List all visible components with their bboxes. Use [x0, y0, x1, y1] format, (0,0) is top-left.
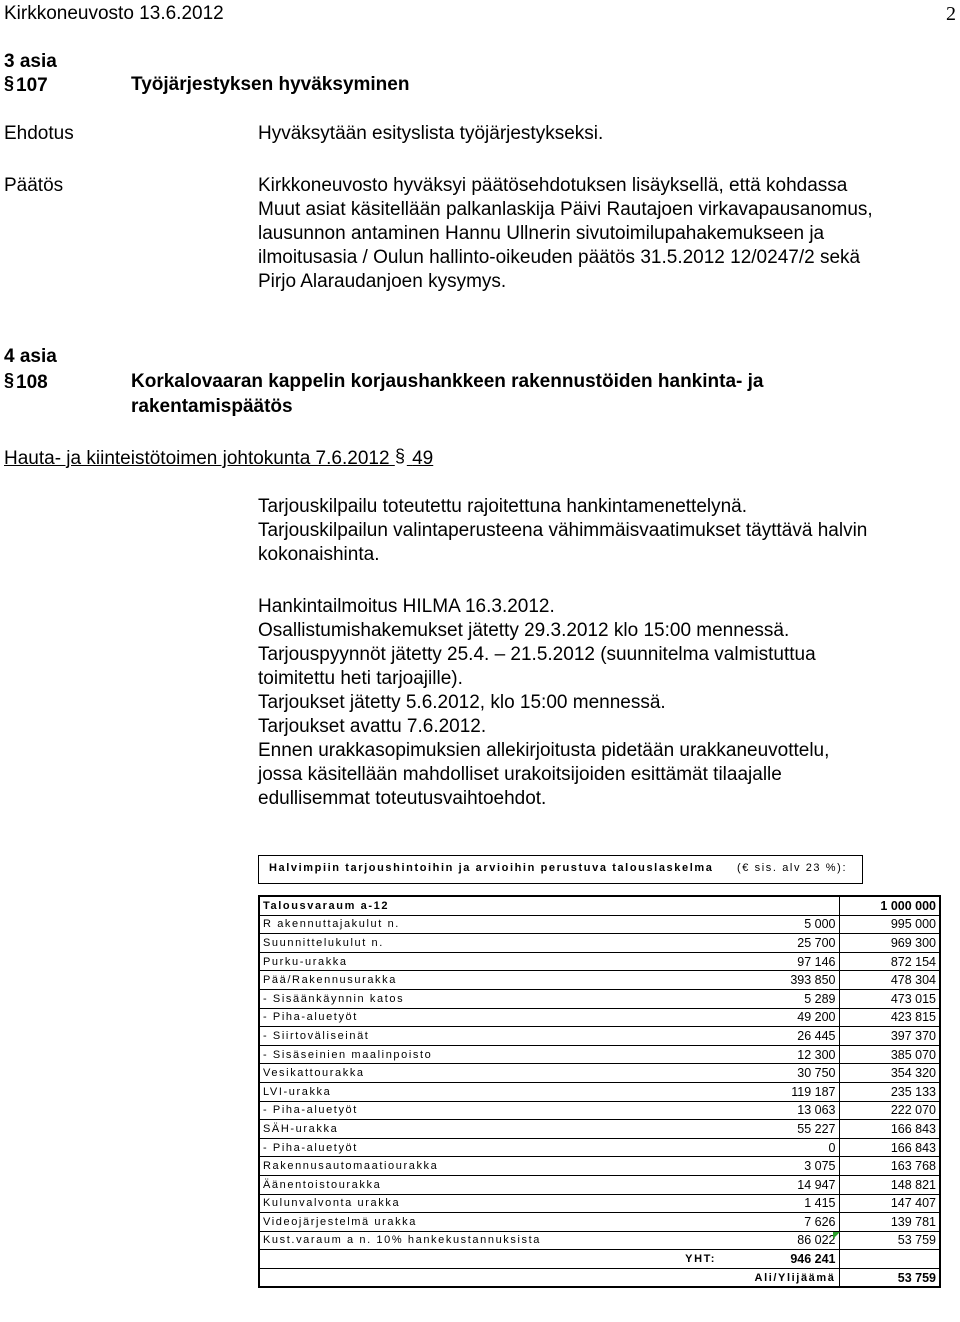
budget-item-balance: 1 000 000	[839, 896, 940, 915]
budget-item-cost: 119 187	[719, 1082, 839, 1101]
budget-item-label: Rakennusautomaatiourakka	[259, 1157, 719, 1176]
budget-item-cost: 26 445	[719, 1027, 839, 1046]
budget-item-label: - Siirtoväliseinät	[259, 1027, 719, 1046]
svg-text:§: §	[394, 446, 405, 466]
item4-asia: 4 asia	[4, 346, 57, 367]
paatos-text	[258, 174, 873, 294]
budget-item-label: - Piha-aluetyöt	[259, 1138, 719, 1157]
budget-item-label: LVI-urakka	[259, 1082, 719, 1101]
budget-total-value: 946 241	[719, 1250, 839, 1269]
budget-item-balance: 235 133	[839, 1082, 940, 1101]
budget-item-cost: 13 063	[719, 1101, 839, 1120]
budget-row	[259, 1045, 940, 1064]
budget-row	[259, 1138, 940, 1157]
budget-item-balance: 354 320	[839, 1064, 940, 1083]
budget-item-balance: 423 815	[839, 1008, 940, 1027]
timeline-paragraph	[258, 595, 829, 811]
budget-item-label: - Piha-aluetyöt	[259, 1008, 719, 1027]
board-reference-number: 49	[412, 448, 434, 469]
item3-number-row	[4, 73, 48, 98]
budget-item-cost: 1 415	[719, 1194, 839, 1213]
paatos-line: Kirkkoneuvosto hyväksyi päätösehdotuksen lisäyksellä, että kohdassa	[258, 175, 848, 196]
budget-item-cost: 14 947	[719, 1175, 839, 1194]
timeline-line: Osallistumishakemukset jätetty 29.3.2012 klo 15:00 mennessä.	[258, 620, 790, 641]
paatos-line: lausunnon antaminen Hannu Ullnerin sivutoimilupahakemukseen ja	[258, 223, 825, 244]
budget-item-cost: 7 626	[719, 1213, 839, 1232]
budget-item-label: - Sisäseinien maalinpoisto	[259, 1045, 719, 1064]
budget-item-balance: 969 300	[839, 934, 940, 953]
svg-text:§: §	[4, 73, 15, 93]
budget-item-label: Kust.varaum a n. 10% hankekustannuksista	[259, 1231, 719, 1250]
paatos-label: Päätös	[4, 175, 64, 196]
item4-number: 108	[16, 372, 48, 393]
budget-result-row	[259, 1268, 940, 1287]
item3-asia: 3 asia	[4, 51, 57, 72]
budget-item-label: Videojärjestelmä urakka	[259, 1213, 719, 1232]
budget-item-balance: 166 843	[839, 1120, 940, 1139]
budget-item-cost: 25 700	[719, 934, 839, 953]
budget-item-label: SÄH-urakka	[259, 1120, 719, 1139]
budget-row	[259, 1082, 940, 1101]
budget-item-label: Vesikattourakka	[259, 1064, 719, 1083]
budget-header-vat: (€ sis. alv 23 %):	[737, 862, 848, 874]
paatos-line: Pirjo Alaraudanjoen kysymys.	[258, 271, 507, 292]
timeline-line: Tarjoukset avattu 7.6.2012.	[258, 716, 487, 737]
budget-row	[259, 1213, 940, 1232]
section-sign-icon	[395, 446, 407, 468]
document-header-title: Kirkkoneuvosto 13.6.2012	[4, 3, 224, 24]
budget-result-empty	[259, 1268, 719, 1287]
budget-item-label: Pää/Rakennusurakka	[259, 971, 719, 990]
budget-row	[259, 1101, 940, 1120]
budget-item-balance: 166 843	[839, 1138, 940, 1157]
timeline-line: Tarjouspyynnöt jätetty 25.4. – 21.5.2012 (suunnitelma valmistuttua	[258, 644, 816, 665]
budget-item-cost: 0	[719, 1138, 839, 1157]
budget-item-balance: 397 370	[839, 1027, 940, 1046]
item4-title-line1: Korkalovaaran kappelin korjaushankkeen rakennustöiden hankinta- ja	[131, 371, 764, 392]
budget-result-label: Ali/Ylijäämä	[719, 1268, 839, 1287]
budget-item-cost: 49 200	[719, 1008, 839, 1027]
item4-title-line2: rakentamispäätös	[131, 396, 293, 417]
budget-item-balance: 222 070	[839, 1101, 940, 1120]
board-reference-text: Hauta- ja kiinteistötoimen johtokunta 7.6.2012	[4, 448, 390, 469]
budget-row	[259, 1194, 940, 1213]
budget-item-balance: 872 154	[839, 952, 940, 971]
budget-total-empty	[839, 1250, 940, 1269]
page-number: 2	[946, 3, 956, 25]
budget-item-cost: 5 289	[719, 989, 839, 1008]
budget-header-title: Halvimpiin tarjoushintoihin ja arvioihin perustuva talouslaskelma	[269, 862, 714, 874]
budget-item-label: R akennuttajakulut n.	[259, 915, 719, 934]
budget-row	[259, 1175, 940, 1194]
paatos-line: ilmoitusasia / Oulun hallinto-oikeuden päätös 31.5.2012 12/0247/2 sekä	[258, 247, 861, 268]
procurement-line: kokonaishinta.	[258, 544, 380, 565]
budget-item-label: - Sisäänkäynnin katos	[259, 989, 719, 1008]
budget-row	[259, 989, 940, 1008]
budget-total-row	[259, 1250, 940, 1269]
budget-item-cost: 3 075	[719, 1157, 839, 1176]
budget-item-label: Kulunvalvonta urakka	[259, 1194, 719, 1213]
ehdotus-text: Hyväksytään esityslista työjärjestykseksi.	[258, 123, 604, 144]
budget-row	[259, 971, 940, 990]
budget-item-label: Suunnittelukulut n.	[259, 934, 719, 953]
cell-marker-icon	[833, 1232, 840, 1239]
budget-item-balance: 163 768	[839, 1157, 940, 1176]
budget-row	[259, 1231, 940, 1250]
budget-row	[259, 1008, 940, 1027]
budget-item-cost: 5 000	[719, 915, 839, 934]
timeline-line: Ennen urakkasopimuksien allekirjoitusta pidetään urakkaneuvottelu,	[258, 740, 830, 761]
item3-number: 107	[16, 75, 48, 96]
budget-item-balance: 478 304	[839, 971, 940, 990]
ehdotus-label: Ehdotus	[4, 123, 74, 144]
budget-item-label: Purku-urakka	[259, 952, 719, 971]
budget-item-balance: 53 759	[839, 1231, 940, 1250]
budget-item-cost	[719, 896, 839, 915]
budget-item-cost: 97 146	[719, 952, 839, 971]
budget-item-balance: 385 070	[839, 1045, 940, 1064]
section-sign-icon	[4, 370, 16, 392]
item3-title: Työjärjestyksen hyväksyminen	[131, 74, 410, 95]
budget-item-label: - Piha-aluetyöt	[259, 1101, 719, 1120]
budget-table	[258, 895, 941, 1288]
timeline-line: edullisemmat toteutusvaihtoehdot.	[258, 788, 547, 809]
timeline-line: jossa käsitellään mahdolliset urakoitsijoiden esittämät tilaajalle	[258, 764, 782, 785]
section-sign-icon	[4, 73, 16, 95]
budget-item-label: Talousvaraum a-12	[259, 896, 719, 915]
budget-row	[259, 915, 940, 934]
budget-item-balance: 147 407	[839, 1194, 940, 1213]
budget-item-cost: 55 227	[719, 1120, 839, 1139]
svg-text:§: §	[4, 370, 15, 390]
item4-number-row	[4, 370, 48, 395]
budget-header	[258, 855, 863, 884]
budget-item-cost: 12 300	[719, 1045, 839, 1064]
procurement-line: Tarjouskilpailu toteutettu rajoitettuna hankintamenettelynä.	[258, 496, 748, 517]
budget-row	[259, 1064, 940, 1083]
timeline-line: Hankintailmoitus HILMA 16.3.2012.	[258, 596, 555, 617]
budget-item-balance: 995 000	[839, 915, 940, 934]
budget-item-balance: 473 015	[839, 989, 940, 1008]
budget-item-balance: 148 821	[839, 1175, 940, 1194]
budget-row	[259, 1157, 940, 1176]
paatos-line: Muut asiat käsitellään palkanlaskija Päivi Rautajoen virkavapausanomus,	[258, 199, 873, 220]
budget-row	[259, 934, 940, 953]
budget-item-balance: 139 781	[839, 1213, 940, 1232]
procurement-line: Tarjouskilpailun valintaperusteena vähimmäisvaatimukset täyttävä halvin	[258, 520, 868, 541]
board-reference	[4, 446, 433, 471]
budget-item-cost: 393 850	[719, 971, 839, 990]
budget-total-label: YHT:	[259, 1250, 719, 1269]
timeline-line: toimitettu heti tarjoajille).	[258, 668, 463, 689]
budget-row	[259, 952, 940, 971]
procurement-paragraph	[258, 495, 867, 567]
budget-result-value: 53 759	[839, 1268, 940, 1287]
budget-row	[259, 1120, 940, 1139]
budget-row	[259, 1027, 940, 1046]
budget-row	[259, 896, 940, 915]
timeline-line: Tarjoukset jätetty 5.6.2012, klo 15:00 mennessä.	[258, 692, 666, 713]
budget-item-cost: 86 022	[719, 1231, 839, 1250]
budget-item-cost: 30 750	[719, 1064, 839, 1083]
budget-item-label: Äänentoistourakka	[259, 1175, 719, 1194]
